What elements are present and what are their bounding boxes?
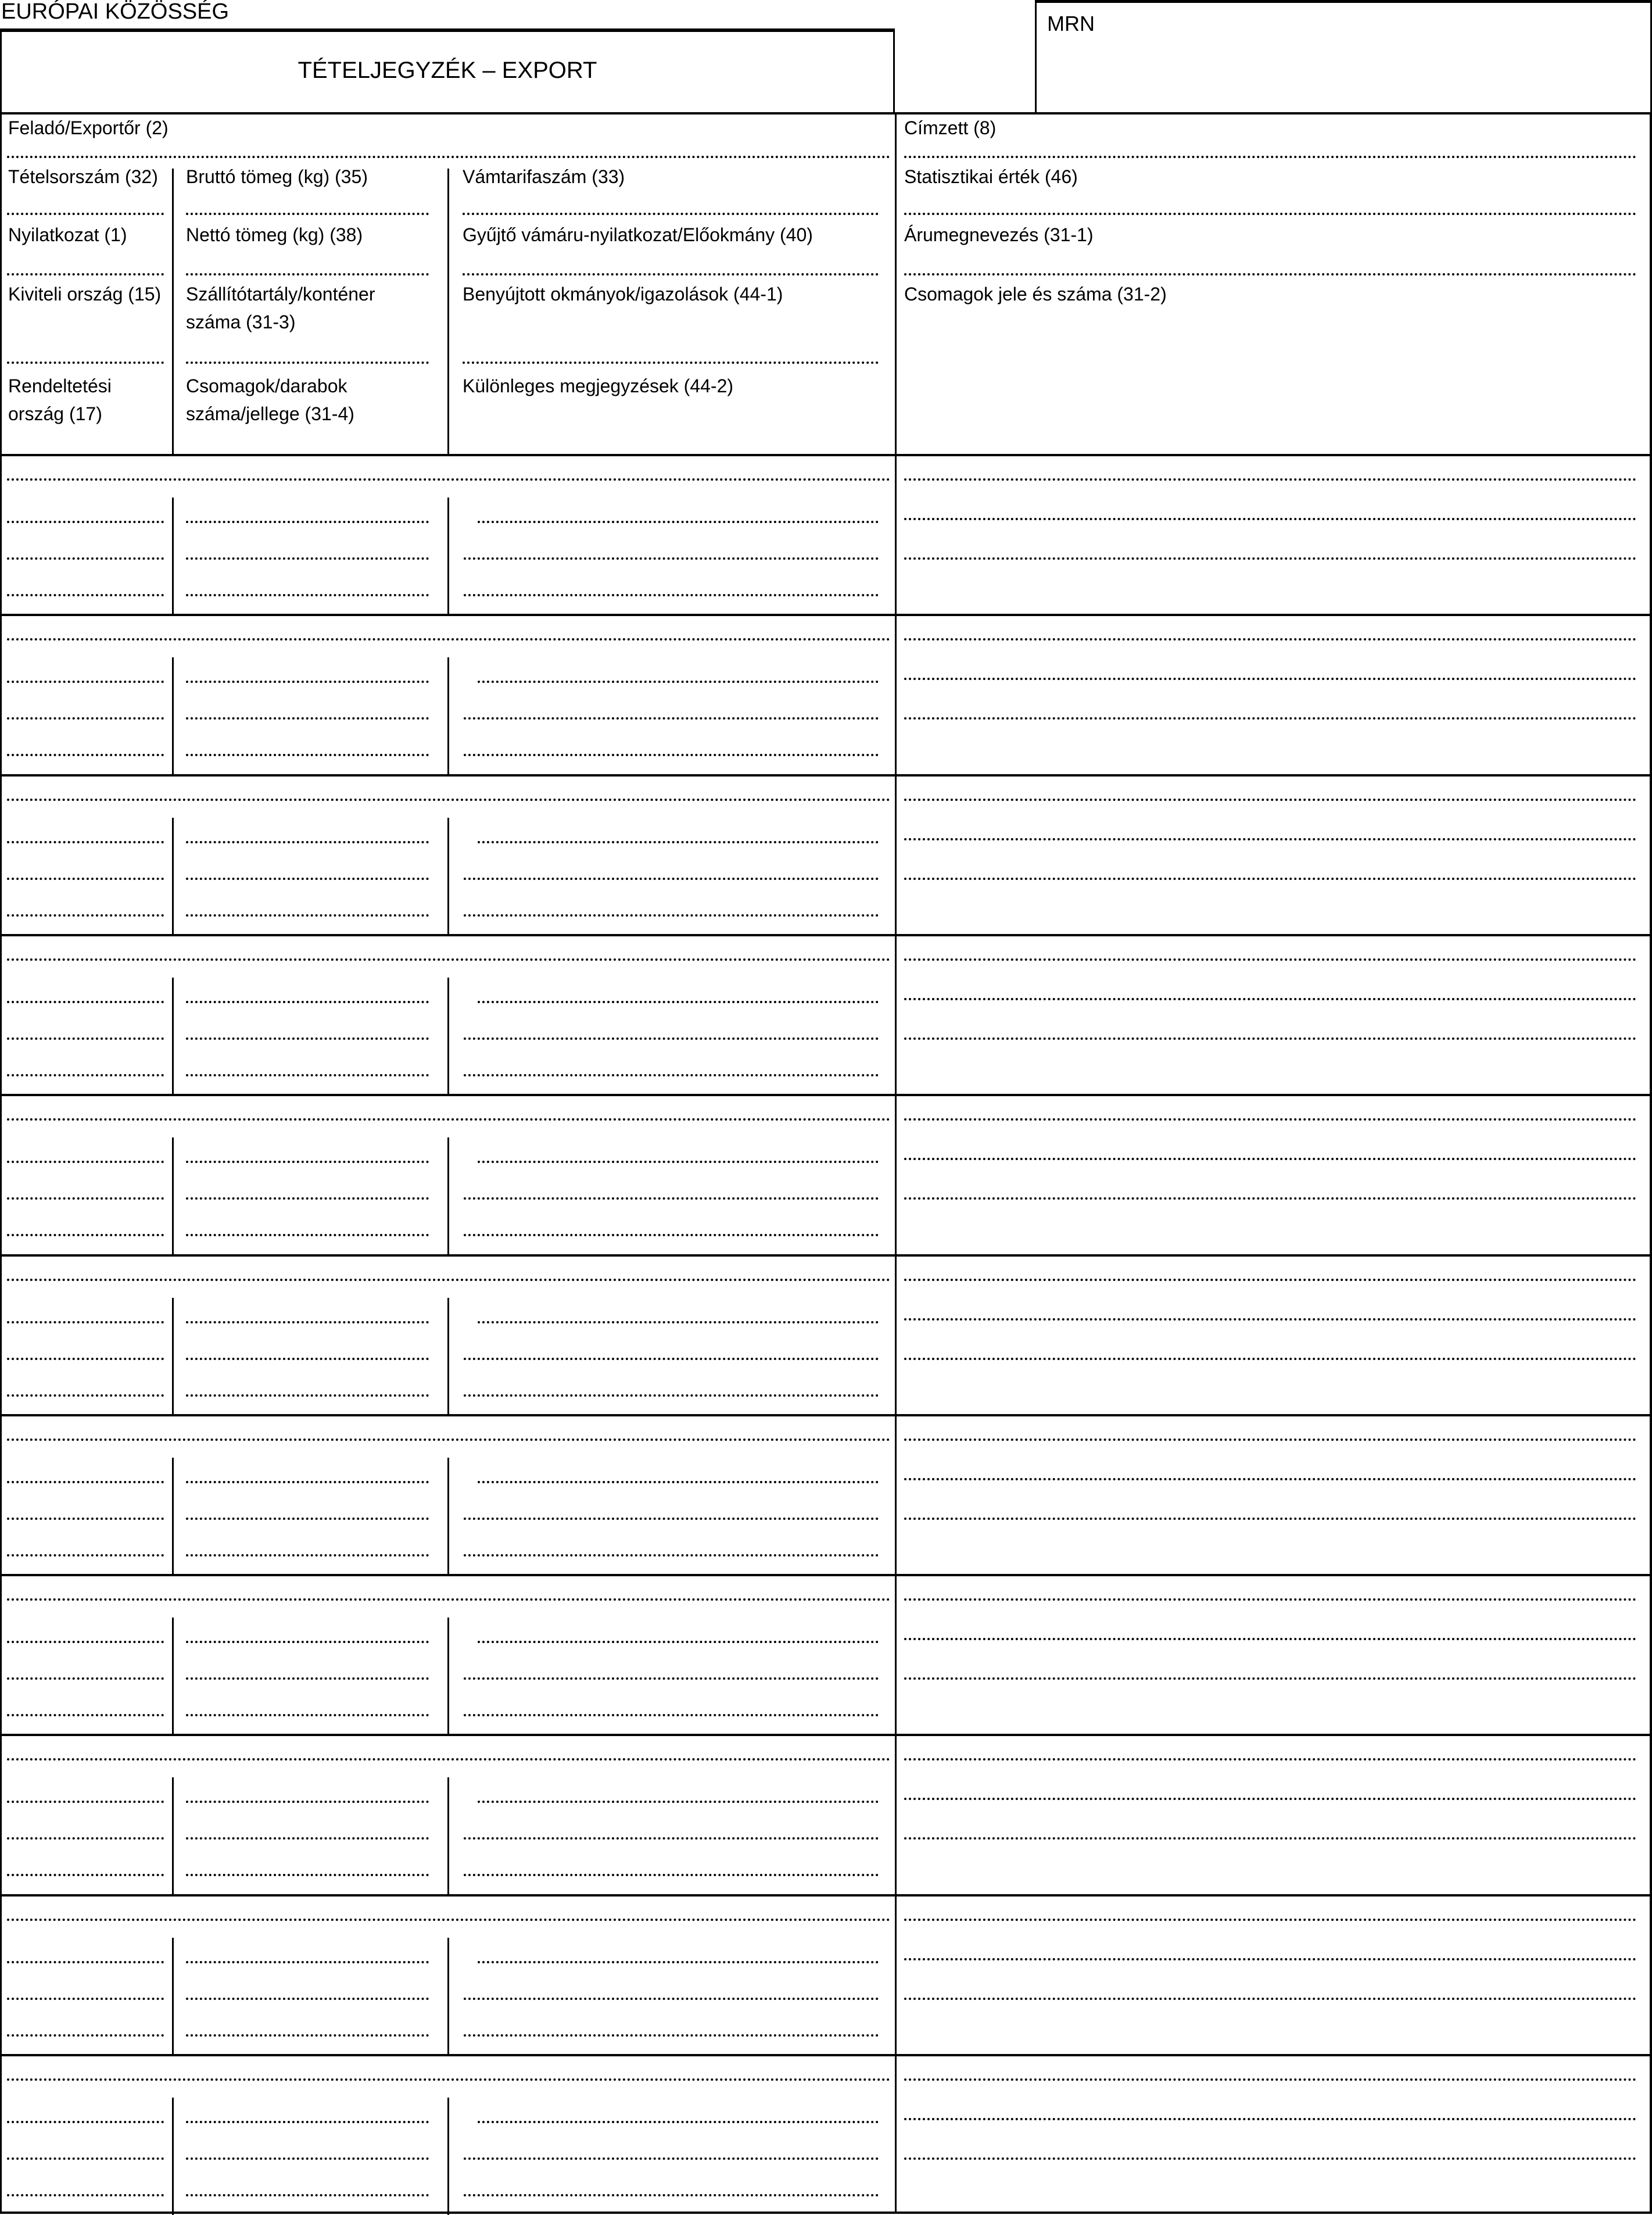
item-block-separator <box>0 934 1652 936</box>
item-field-line[interactable] <box>186 754 429 756</box>
column-divider <box>447 818 449 935</box>
item-field-line[interactable] <box>7 1998 164 2000</box>
item-field-line[interactable] <box>464 1998 879 2000</box>
column-divider <box>447 2098 449 2215</box>
item-field-line[interactable] <box>7 681 164 683</box>
item-field-line[interactable] <box>464 2034 879 2037</box>
item-field-line[interactable] <box>7 1801 164 1803</box>
item-field-line[interactable] <box>186 1321 429 1323</box>
item-block-separator <box>0 1894 1652 1896</box>
item-field-line[interactable] <box>186 1998 429 2000</box>
item-field-line[interactable] <box>7 478 890 481</box>
item-block-separator <box>0 1254 1652 1257</box>
community-label: EURÓPAI KÖZÖSSÉG <box>1 0 230 24</box>
item-field-line[interactable] <box>7 594 164 596</box>
item-field-line[interactable] <box>7 914 164 917</box>
item-field-line[interactable] <box>186 1714 429 1716</box>
item-field-line[interactable] <box>7 1481 164 1483</box>
item-field-line[interactable] <box>7 754 164 756</box>
item-field-line[interactable] <box>904 1758 1636 1760</box>
item-field-line[interactable] <box>7 878 164 880</box>
item-field-line[interactable] <box>7 1037 164 1040</box>
mrn-label: MRN <box>1047 12 1095 35</box>
commodity-code-field[interactable] <box>463 213 879 215</box>
item-field-line[interactable] <box>7 1394 164 1397</box>
item-field-line[interactable] <box>7 1677 164 1680</box>
item-field-line[interactable] <box>7 799 890 801</box>
item-field-line[interactable] <box>904 1837 1636 1840</box>
sender-label: Feladó/Exportőr (2) <box>8 117 169 138</box>
item-field-line[interactable] <box>7 521 164 523</box>
item-field-line[interactable] <box>478 1161 879 1163</box>
item-field-line[interactable] <box>186 594 429 596</box>
statistical-value-label: Statisztikai érték (46) <box>904 166 1078 187</box>
item-field-line[interactable] <box>186 1358 429 1360</box>
marks-numbers-label: Csomagok jele és száma (31-2) <box>904 284 1167 305</box>
column-divider <box>447 978 449 1095</box>
documents-produced-field[interactable] <box>463 362 879 364</box>
column-divider <box>172 2098 174 2215</box>
item-field-line[interactable] <box>186 1161 429 1163</box>
item-field-line[interactable] <box>186 2034 429 2037</box>
item-field-line[interactable] <box>904 1318 1636 1321</box>
item-field-line[interactable] <box>478 1801 879 1803</box>
column-divider <box>447 657 449 775</box>
destination-country-label: Rendeltetési <box>8 375 112 396</box>
item-block-separator <box>0 1094 1652 1096</box>
container-label: Szállítótartály/konténer <box>186 284 375 305</box>
item-field-line[interactable] <box>186 1641 429 1643</box>
net-mass-field[interactable] <box>186 273 429 275</box>
item-field-line[interactable] <box>478 841 879 843</box>
item-field-line[interactable] <box>186 557 429 560</box>
item-field-line[interactable] <box>7 1874 164 1876</box>
mrn-box[interactable] <box>1035 0 1652 113</box>
sender-field[interactable] <box>7 156 890 158</box>
gross-mass-label: Bruttó tömeg (kg) (35) <box>186 166 368 187</box>
item-field-line[interactable] <box>464 914 879 917</box>
item-field-line[interactable] <box>478 1961 879 1963</box>
item-field-line[interactable] <box>464 1874 879 1876</box>
item-field-line[interactable] <box>186 841 429 843</box>
item-field-line[interactable] <box>904 878 1636 880</box>
item-field-line[interactable] <box>904 1279 1636 1281</box>
consignee-field[interactable] <box>904 156 1636 158</box>
item-field-line[interactable] <box>904 1518 1636 1520</box>
item-field-line[interactable] <box>186 2194 429 2196</box>
item-field-line[interactable] <box>186 1074 429 1076</box>
center-divider <box>895 112 897 2214</box>
column-divider <box>447 1777 449 1895</box>
item-field-line[interactable] <box>904 1598 1636 1601</box>
packages-label-2: száma/jellege (31-4) <box>186 403 354 424</box>
item-field-line[interactable] <box>7 2121 164 2123</box>
item-field-line[interactable] <box>904 799 1636 801</box>
item-field-line[interactable] <box>186 2157 429 2160</box>
commodity-code-label: Vámtarifaszám (33) <box>463 166 625 187</box>
item-field-line[interactable] <box>186 1518 429 1520</box>
packages-label: Csomagok/darabok <box>186 375 347 396</box>
item-field-line[interactable] <box>478 1481 879 1483</box>
item-field-line[interactable] <box>186 1554 429 1556</box>
item-field-line[interactable] <box>7 2078 890 2081</box>
item-field-line[interactable] <box>904 1677 1636 1680</box>
item-number-field[interactable] <box>7 213 164 215</box>
item-field-line[interactable] <box>478 1641 879 1643</box>
item-field-line[interactable] <box>186 1001 429 1003</box>
item-field-line[interactable] <box>186 1481 429 1483</box>
item-field-line[interactable] <box>7 717 164 720</box>
item-field-line[interactable] <box>464 878 879 880</box>
item-field-line[interactable] <box>904 2157 1636 2160</box>
item-field-line[interactable] <box>7 1234 164 1236</box>
item-field-line[interactable] <box>464 754 879 756</box>
item-field-line[interactable] <box>464 1837 879 1840</box>
item-field-line[interactable] <box>904 1638 1636 1640</box>
item-field-line[interactable] <box>464 1037 879 1040</box>
item-field-line[interactable] <box>478 1001 879 1003</box>
item-field-line[interactable] <box>7 1598 890 1601</box>
item-field-line[interactable] <box>904 1958 1636 1960</box>
column-divider <box>447 498 449 615</box>
column-divider <box>447 1298 449 1415</box>
header-bottom-line <box>0 454 1652 456</box>
item-field-line[interactable] <box>464 1234 879 1236</box>
item-block-separator <box>0 774 1652 776</box>
item-field-line[interactable] <box>7 1161 164 1163</box>
column-divider <box>172 818 174 935</box>
item-block-separator <box>0 1574 1652 1576</box>
item-field-line[interactable] <box>186 1037 429 1040</box>
container-label-2: száma (31-3) <box>186 312 296 332</box>
item-field-line[interactable] <box>904 1358 1636 1360</box>
item-field-line[interactable] <box>7 1279 890 1281</box>
item-field-line[interactable] <box>7 1001 164 1003</box>
item-field-line[interactable] <box>7 2034 164 2037</box>
goods-description-field[interactable] <box>904 273 1636 275</box>
column-divider <box>172 978 174 1095</box>
item-field-line[interactable] <box>464 1358 879 1360</box>
item-block-separator <box>0 1734 1652 1736</box>
item-field-line[interactable] <box>186 1197 429 1200</box>
item-field-line[interactable] <box>7 2157 164 2160</box>
item-field-line[interactable] <box>186 914 429 917</box>
column-divider <box>172 1938 174 2055</box>
special-mentions-label: Különleges megjegyzések (44-2) <box>463 375 734 396</box>
form-title: TÉTELJEGYZÉK – EXPORT <box>298 58 597 83</box>
column-divider <box>172 1137 174 1255</box>
item-field-line[interactable] <box>186 1961 429 1963</box>
item-field-line[interactable] <box>186 1394 429 1397</box>
item-field-line[interactable] <box>464 1714 879 1716</box>
column-divider <box>172 1458 174 1575</box>
item-field-line[interactable] <box>7 1439 890 1441</box>
item-field-line[interactable] <box>7 1961 164 1963</box>
item-field-line[interactable] <box>186 717 429 720</box>
previous-document-label: Gyűjtő vámáru-nyilatkozat/Előokmány (40) <box>463 224 813 245</box>
net-mass-label: Nettó tömeg (kg) (38) <box>186 224 363 245</box>
item-field-line[interactable] <box>904 1037 1636 1040</box>
item-field-line[interactable] <box>7 1554 164 1556</box>
column-divider <box>447 1618 449 1735</box>
item-field-line[interactable] <box>478 2121 879 2123</box>
item-field-line[interactable] <box>464 2157 879 2160</box>
item-field-line[interactable] <box>7 958 890 961</box>
item-field-line[interactable] <box>186 878 429 880</box>
item-field-line[interactable] <box>904 1197 1636 1200</box>
column-divider <box>172 1777 174 1895</box>
item-field-line[interactable] <box>7 1758 890 1760</box>
item-field-line[interactable] <box>904 518 1636 520</box>
column-divider <box>172 498 174 615</box>
item-field-line[interactable] <box>464 1394 879 1397</box>
item-field-line[interactable] <box>904 1998 1636 2000</box>
declaration-label: Nyilatkozat (1) <box>8 224 127 245</box>
column-divider <box>447 1938 449 2055</box>
item-field-line[interactable] <box>186 681 429 683</box>
column-divider <box>447 1137 449 1255</box>
item-field-line[interactable] <box>904 998 1636 1000</box>
item-field-line[interactable] <box>7 1641 164 1643</box>
title-box <box>0 28 895 113</box>
column-divider <box>172 1618 174 1735</box>
item-field-line[interactable] <box>7 1837 164 1840</box>
column-divider <box>447 1458 449 1575</box>
item-field-line[interactable] <box>464 1074 879 1076</box>
item-field-line[interactable] <box>7 1118 890 1121</box>
item-field-line[interactable] <box>7 638 890 640</box>
item-field-line[interactable] <box>186 521 429 523</box>
item-field-line[interactable] <box>904 2078 1636 2081</box>
item-field-line[interactable] <box>904 1439 1636 1441</box>
column-divider <box>447 169 449 455</box>
column-divider <box>172 169 174 455</box>
item-field-line[interactable] <box>464 557 879 560</box>
column-divider <box>172 657 174 775</box>
item-field-line[interactable] <box>904 717 1636 720</box>
item-field-line[interactable] <box>186 1234 429 1236</box>
item-field-line[interactable] <box>904 2118 1636 2120</box>
item-block-separator <box>0 2054 1652 2056</box>
item-field-line[interactable] <box>904 1919 1636 1921</box>
statistical-value-field[interactable] <box>904 213 1636 215</box>
item-number-label: Tételsorszám (32) <box>8 166 158 187</box>
item-field-line[interactable] <box>186 1837 429 1840</box>
documents-produced-label: Benyújtott okmányok/igazolások (44-1) <box>463 284 783 305</box>
item-field-line[interactable] <box>464 1197 879 1200</box>
item-field-line[interactable] <box>7 1358 164 1360</box>
previous-document-field[interactable] <box>463 273 879 275</box>
item-field-line[interactable] <box>464 1677 879 1680</box>
item-field-line[interactable] <box>7 841 164 843</box>
consignee-label: Címzett (8) <box>904 117 997 138</box>
declaration-field[interactable] <box>7 273 164 275</box>
item-field-line[interactable] <box>464 1518 879 1520</box>
item-field-line[interactable] <box>7 1321 164 1323</box>
item-field-line[interactable] <box>7 1714 164 1716</box>
item-field-line[interactable] <box>7 1518 164 1520</box>
item-field-line[interactable] <box>7 2194 164 2196</box>
item-field-line[interactable] <box>464 717 879 720</box>
destination-country-label-2: ország (17) <box>8 403 102 424</box>
item-field-line[interactable] <box>478 521 879 523</box>
item-field-line[interactable] <box>904 1798 1636 1800</box>
item-field-line[interactable] <box>904 478 1636 481</box>
item-field-line[interactable] <box>186 1801 429 1803</box>
item-field-line[interactable] <box>904 678 1636 680</box>
item-field-line[interactable] <box>464 2194 879 2196</box>
item-field-line[interactable] <box>464 594 879 596</box>
item-field-line[interactable] <box>478 1321 879 1323</box>
item-field-line[interactable] <box>904 557 1636 560</box>
item-field-line[interactable] <box>904 838 1636 840</box>
item-field-line[interactable] <box>186 1874 429 1876</box>
export-country-label: Kiviteli ország (15) <box>8 284 162 305</box>
item-field-line[interactable] <box>904 638 1636 640</box>
item-block-separator <box>0 614 1652 616</box>
item-field-line[interactable] <box>478 681 879 683</box>
gross-mass-field[interactable] <box>186 213 429 215</box>
item-field-line[interactable] <box>904 1478 1636 1480</box>
item-field-line[interactable] <box>7 1197 164 1200</box>
item-field-line[interactable] <box>904 1118 1636 1121</box>
item-field-line[interactable] <box>904 1158 1636 1160</box>
item-field-line[interactable] <box>7 1074 164 1076</box>
item-field-line[interactable] <box>186 2121 429 2123</box>
export-country-field[interactable] <box>7 362 164 364</box>
item-field-line[interactable] <box>186 1677 429 1680</box>
container-field[interactable] <box>186 362 429 364</box>
item-field-line[interactable] <box>7 1919 890 1921</box>
column-divider <box>172 1298 174 1415</box>
item-field-line[interactable] <box>904 958 1636 961</box>
goods-description-label: Árumegnevezés (31-1) <box>904 224 1094 245</box>
item-block-separator <box>0 1414 1652 1416</box>
item-field-line[interactable] <box>7 557 164 560</box>
item-field-line[interactable] <box>464 1554 879 1556</box>
